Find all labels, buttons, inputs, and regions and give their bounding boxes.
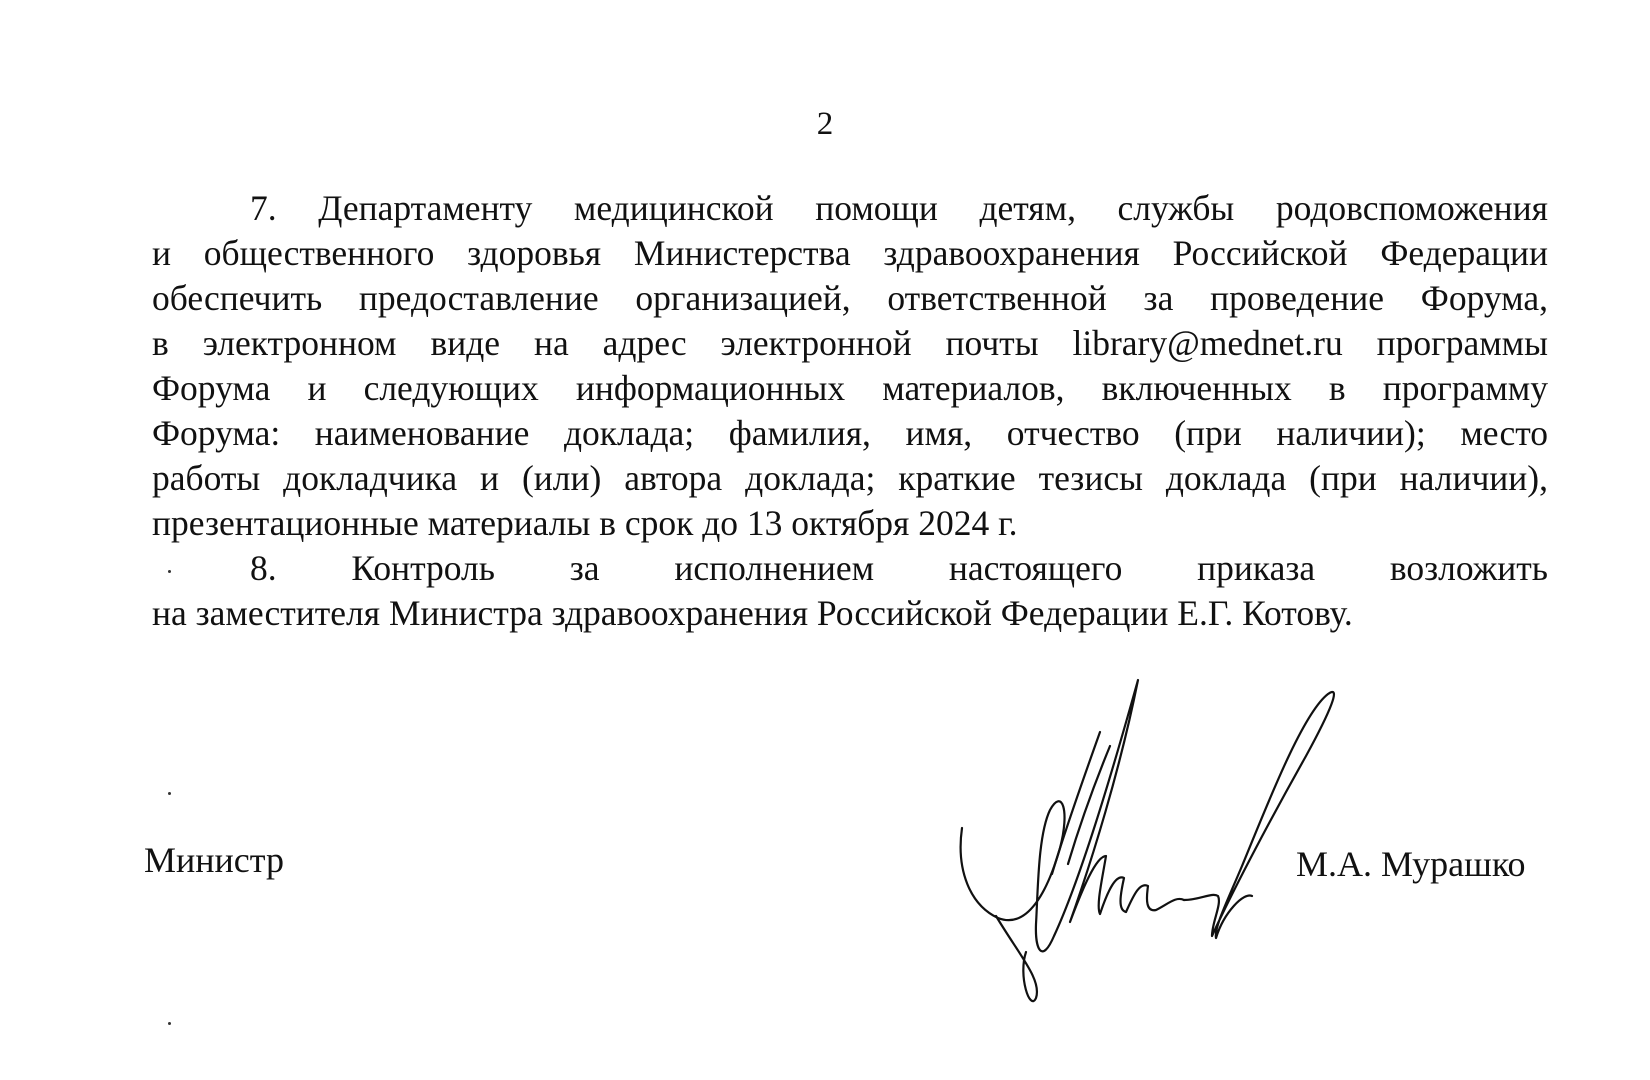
- paragraph-line: 8. Контроль за исполнением настоящего приказа возложить: [250, 548, 1548, 588]
- paragraph-line: 7. Департаменту медицинской помощи детям, службы родовспоможения: [250, 188, 1548, 228]
- paragraph-line: работы докладчика и (или) автора доклада; краткие тезисы доклада (при наличии),: [152, 458, 1548, 498]
- paragraph-line: презентационные материалы в срок до 13 октября 2024 г.: [152, 503, 1018, 543]
- signatory-name: М.А. Мурашко: [1296, 844, 1526, 884]
- page-number: 2: [816, 106, 834, 142]
- scan-dot: [168, 570, 171, 573]
- paragraph-line: в электронном виде на адрес электронной почты library@mednet.ru программы: [152, 323, 1548, 363]
- signatory-position: Министр: [144, 840, 284, 880]
- handwritten-signature: [950, 660, 1410, 1020]
- scan-dot: [168, 1022, 171, 1025]
- paragraph-line: на заместителя Министра здравоохранения Российской Федерации Е.Г. Котову.: [152, 593, 1353, 633]
- scan-dot: [168, 792, 171, 795]
- paragraph-line: и общественного здоровья Министерства здравоохранения Российской Федерации: [152, 233, 1548, 273]
- paragraph-line: Форума: наименование доклада; фамилия, имя, отчество (при наличии); место: [152, 413, 1548, 453]
- paragraph-line: обеспечить предоставление организацией, ответственной за проведение Форума,: [152, 278, 1548, 318]
- paragraph-line: Форума и следующих информационных материалов, включенных в программу: [152, 368, 1548, 408]
